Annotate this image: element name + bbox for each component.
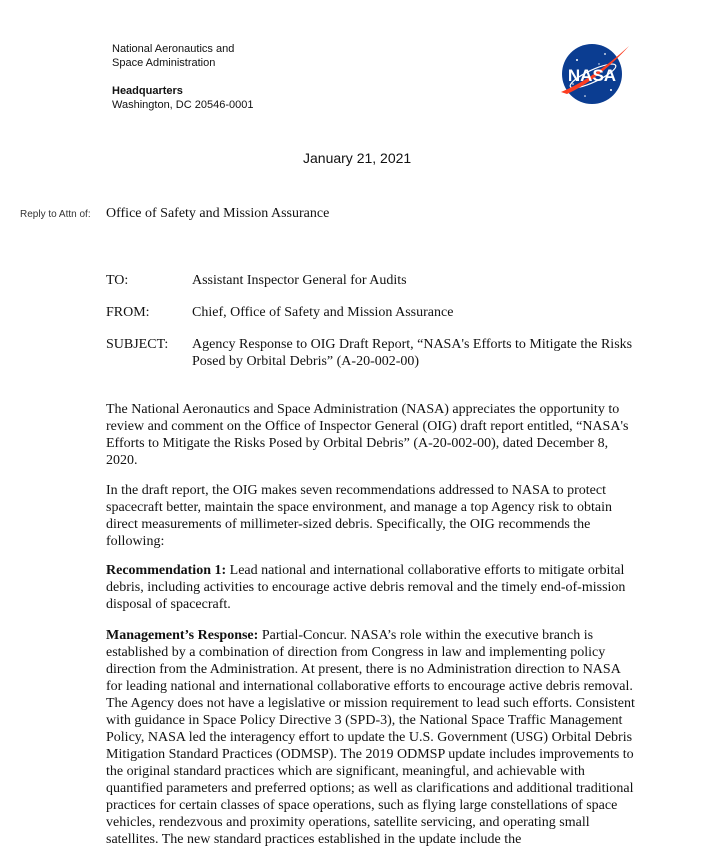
org-name-line2: Space Administration — [112, 57, 216, 69]
headquarters-label: Headquarters — [112, 85, 183, 97]
memo-to-row — [106, 272, 646, 289]
recommendation-1 — [106, 562, 639, 613]
address-line: Washington, DC 20546-0001 — [112, 99, 254, 111]
management-response-text: Partial-Concur. NASA’s role within the executive branch is established by a combination of direction from Congress in law and implementing policy direction from the Administration. At present, there is no Administration direction to NASA for leading national and international collaborative efforts to encourage active debris removal. The Agency does not have a legislative or mission requirement to lead such efforts. Consistent with guidance in Space Policy Directive 3 (SPD-3), the National Space Traffic Management Policy, NASA led the interagency effort to update the U.S. Government (USG) Orbital Debris Mitigation Standard Practices (ODMSP). The 2019 ODMSP update includes improvements to the original standard practices which are significant, meaningful, and achievable with quantified parameters and preferred options; as well as clarifications and additional traditional practices for certain classes of space operations, such as flying large constellations of space vehicles, rendezvous and proximity operations, satellite servicing, and operating small satellites. The new standard practices established in the update include the — [106, 628, 635, 847]
memo-from-value: Chief, Office of Safety and Mission Assurance — [192, 305, 454, 320]
recommendation-1-text: Lead national and international collaborative efforts to mitigate orbital debris, including activities to encourage active debris removal and the timely end-of-mission disposal of spacecraft. — [106, 563, 626, 612]
reply-to-office: Office of Safety and Mission Assurance — [106, 206, 330, 221]
memo-from-label: FROM: — [106, 305, 150, 320]
memo-subject-value: Agency Response to OIG Draft Report, “NASA's Efforts to Mitigate the Risks Posed by Orbital Debris” (A-20-002-00) — [192, 337, 633, 369]
nasa-logo-wordmark: NASA — [567, 66, 617, 85]
body-paragraph-2: In the draft report, the OIG makes seven recommendations addressed to NASA to protect spacecraft better, maintain the space environment, and manage a top Agency risk to obtain direct measurements of millimeter-sized debris. Specifically, the OIG recommends the following: — [106, 483, 612, 549]
memo-to-label: TO: — [106, 273, 129, 288]
management-response — [106, 627, 639, 848]
memo-to-value: Assistant Inspector General for Audits — [192, 273, 407, 288]
memo-subject-label: SUBJECT: — [106, 337, 169, 352]
org-name-line1: National Aeronautics and — [112, 43, 235, 55]
memo-subject-row — [106, 336, 646, 370]
letterhead-address — [112, 42, 253, 112]
memo-from-row — [106, 304, 646, 321]
letter-date: January 21, 2021 — [303, 150, 412, 166]
recommendation-1-label: Recommendation 1: — [106, 563, 227, 578]
management-response-label: Management’s Response: — [106, 628, 259, 643]
body-paragraph-1: The National Aeronautics and Space Administration (NASA) appreciates the opportunity to review and comment on the Office of Inspector General (OIG) draft report entitled, “NASA's Efforts to Mitigate the Risks Posed by Orbital Debris” (A-20-002-00), dated December 8, 2020. — [106, 402, 629, 468]
nasa-logo — [555, 40, 631, 106]
reply-to-label: Reply to Attn of: — [20, 209, 91, 220]
